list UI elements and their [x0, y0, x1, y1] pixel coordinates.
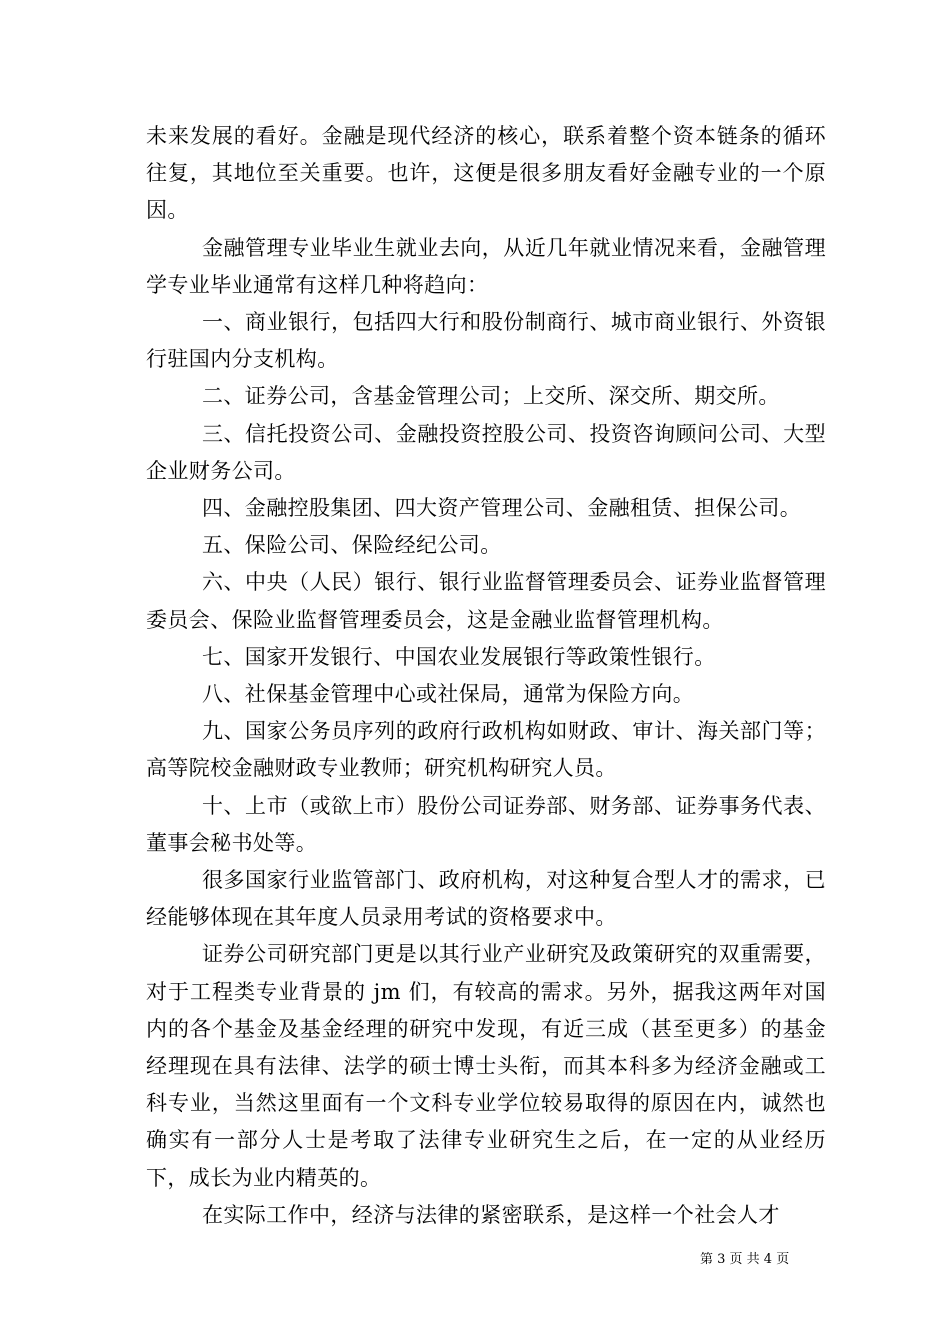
- paragraph-item-7: 七、国家开发银行、中国农业发展银行等政策性银行。: [202, 644, 716, 669]
- paragraph-item-1: 一、商业银行，包括四大行和股份制商行、城市商业银行、外资银行驻国内分支机构。: [146, 310, 826, 372]
- paragraph-item-2: 二、证券公司，含基金管理公司；上交所、深交所、期交所。: [202, 384, 780, 409]
- document-body: [146, 118, 826, 1234]
- paragraph-securities-research: 证券公司研究部门更是以其行业产业研究及政策研究的双重需要，对于工程类专业背景的 jm 们，有较高的需求。另外，据我这两年对国内的各个基金及基金经理的研究中发现，有近三成（甚至更多）的基金经理现在具有法律、法学的硕士博士头衔，而其本科多为经济金融或工科专业，当然这里面有一个文科专业学位较易取得的原因在内，诚然也确实有一部分人士是考取了法律专业研究生之后，在一定的从业经历下，成长为业内精英的。: [146, 942, 826, 1190]
- paragraph-item-10: 十、上市（或欲上市）股份公司证券部、财务部、证券事务代表、董事会秘书处等。: [146, 793, 826, 855]
- paragraph-item-5: 五、保险公司、保险经纪公司。: [202, 533, 502, 558]
- paragraph-item-8: 八、社保基金管理中心或社保局，通常为保险方向。: [202, 682, 695, 707]
- paragraph-item-6: 六、中央（人民）银行、银行业监督管理委员会、证券业监督管理委员会、保险业监督管理委员会，这是金融业监督管理机构。: [146, 570, 826, 632]
- page-number-footer: 第 3 页 共 4 页: [700, 1252, 790, 1267]
- paragraph-regulators: 很多国家行业监管部门、政府机构，对这种复合型人才的需求，已经能够体现在其年度人员录用考试的资格要求中。: [146, 868, 826, 930]
- paragraph-item-3: 三、信托投资公司、金融投资控股公司、投资咨询顾问公司、大型企业财务公司。: [146, 421, 826, 483]
- paragraph-employment-intro: 金融管理专业毕业生就业去向，从近几年就业情况来看，金融管理学专业毕业通常有这样几种将趋向：: [146, 235, 826, 297]
- paragraph-economy-law: 在实际工作中，经济与法律的紧密联系，是这样一个社会人才: [202, 1202, 780, 1227]
- paragraph-item-4: 四、金融控股集团、四大资产管理公司、金融租赁、担保公司。: [202, 496, 802, 521]
- paragraph-item-9: 九、国家公务员序列的政府行政机构如财政、审计、海关部门等；高等院校金融财政专业教师；研究机构研究人员。: [146, 719, 826, 781]
- paragraph-continuation: 未来发展的看好。金融是现代经济的核心，联系着整个资本链条的循环往复，其地位至关重要。也许，这便是很多朋友看好金融专业的一个原因。: [146, 124, 826, 223]
